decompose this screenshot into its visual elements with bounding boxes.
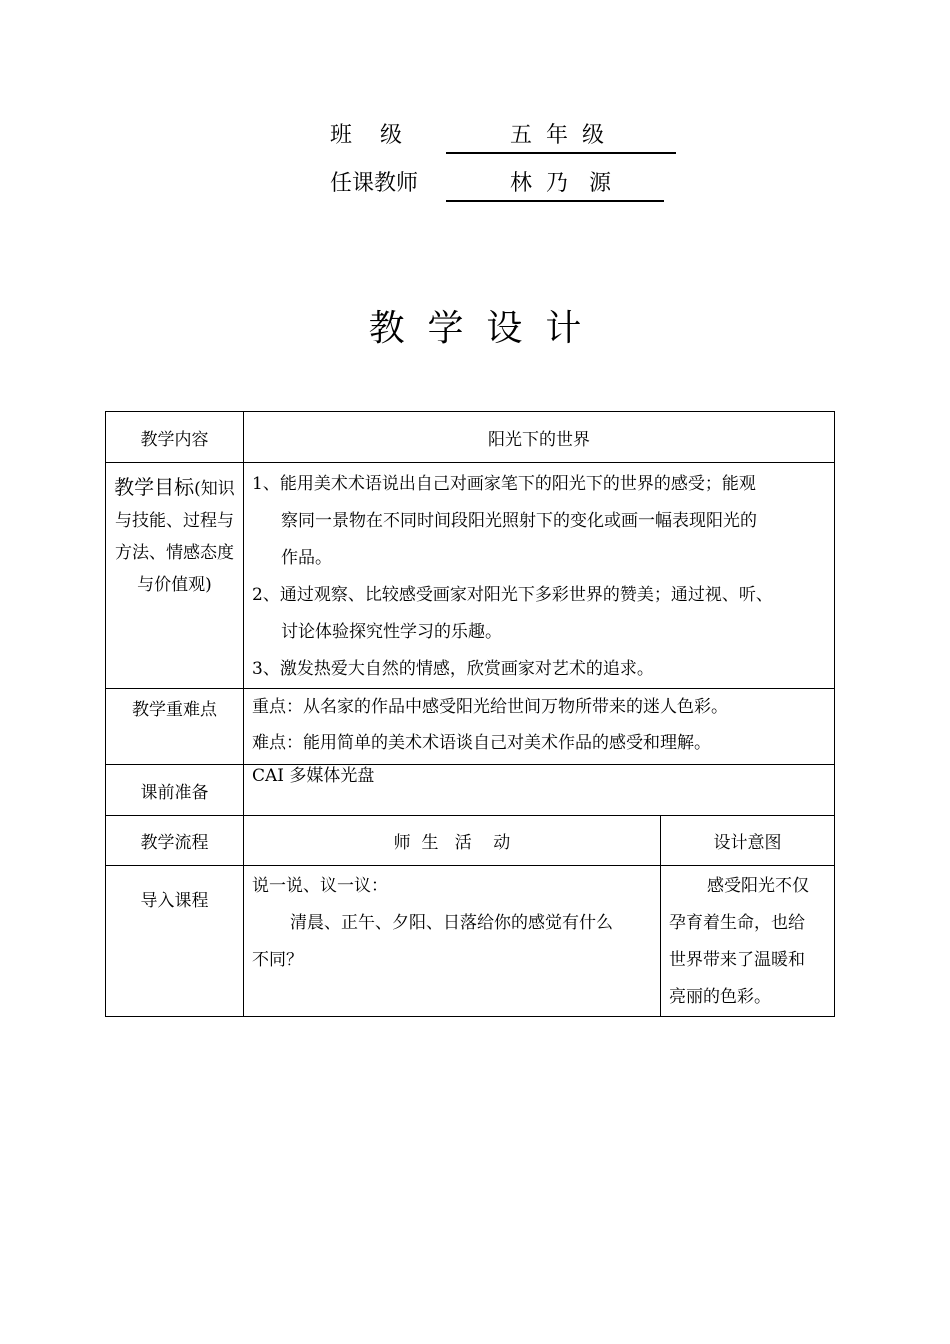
prep-label: 课前准备 — [140, 782, 209, 803]
table-row-flow-header — [106, 816, 835, 866]
keypoint-text: 重点：从名家的作品中感受阳光给世间万物所带来的迷人色彩。 — [252, 697, 728, 717]
table-row-intro — [106, 866, 835, 1017]
table-row-goals — [106, 463, 835, 689]
content-value-cell — [244, 412, 835, 463]
goal-line: 察同一景物在不同时间段阳光照射下的变化或画一幅表现阳光的 — [281, 511, 757, 531]
class-row — [330, 118, 680, 154]
intro-activity-line: 清晨、正午、夕阳、日落给你的感觉有什么 — [290, 913, 613, 933]
keypoints-label: 教学重难点 — [132, 700, 217, 720]
table-row-keypoints — [106, 689, 835, 765]
intent-header: 设计意图 — [713, 833, 782, 853]
page-title: 教 学 设 计 — [368, 308, 582, 349]
keypoints-cell — [244, 689, 835, 765]
intro-activity-line: 不同？ — [252, 950, 303, 970]
intro-activity-cell — [244, 866, 661, 1017]
intent-header-cell — [661, 816, 835, 866]
teacher-label: 任课教师 — [330, 171, 419, 196]
goals-label-main: 教学目标 — [114, 475, 195, 499]
intro-intent-line: 世界带来了温暖和 — [669, 950, 805, 970]
intro-intent-line: 感受阳光不仅 — [707, 876, 809, 896]
teacher-row — [330, 166, 680, 202]
content-label: 教学内容 — [140, 429, 209, 450]
class-label: 班 级 — [330, 123, 402, 148]
lesson-plan-table — [105, 411, 835, 1017]
intro-intent-cell — [661, 866, 835, 1017]
goals-label-sub: (知识与技能、过程与方法、情感态度与价值观) — [115, 479, 235, 595]
content-value: 阳光下的世界 — [488, 429, 590, 450]
intro-label-cell — [106, 866, 244, 1017]
keypoints-label-cell — [106, 689, 244, 765]
intro-activity-line: 说一说、议一议： — [252, 876, 388, 896]
goal-line: 1、能用美术术语说出自己对画家笔下的阳光下的世界的感受；能观 — [252, 474, 756, 494]
activity-header: 师 生 活 动 — [393, 833, 511, 853]
intro-label: 导入课程 — [140, 891, 209, 911]
goals-label-cell — [106, 463, 244, 689]
class-value: 五 年 级 — [510, 123, 604, 148]
table-row-content — [106, 412, 835, 463]
prep-cell — [244, 765, 835, 816]
prep-value: CAI 多媒体光盘 — [252, 766, 375, 786]
intro-intent-line: 孕育着生命，也给 — [669, 913, 805, 933]
goal-line: 讨论体验探究性学习的乐趣。 — [281, 622, 502, 642]
teacher-value: 林 乃 源 — [510, 171, 611, 196]
table-row-prep — [106, 765, 835, 816]
prep-label-cell — [106, 765, 244, 816]
intro-intent-line: 亮丽的色彩。 — [669, 987, 771, 1007]
goal-line: 3、激发热爱大自然的情感，欣赏画家对艺术的追求。 — [252, 659, 654, 679]
content-label-cell — [106, 412, 244, 463]
activity-header-cell — [244, 816, 661, 866]
goal-line: 作品。 — [281, 548, 332, 568]
goals-cell — [244, 463, 835, 689]
flow-label-cell — [106, 816, 244, 866]
goal-line: 2、通过观察、比较感受画家对阳光下多彩世界的赞美；通过视、听、 — [252, 585, 773, 605]
flow-label: 教学流程 — [140, 833, 209, 853]
difficulty-text: 难点：能用简单的美术术语谈自己对美术作品的感受和理解。 — [252, 733, 711, 753]
